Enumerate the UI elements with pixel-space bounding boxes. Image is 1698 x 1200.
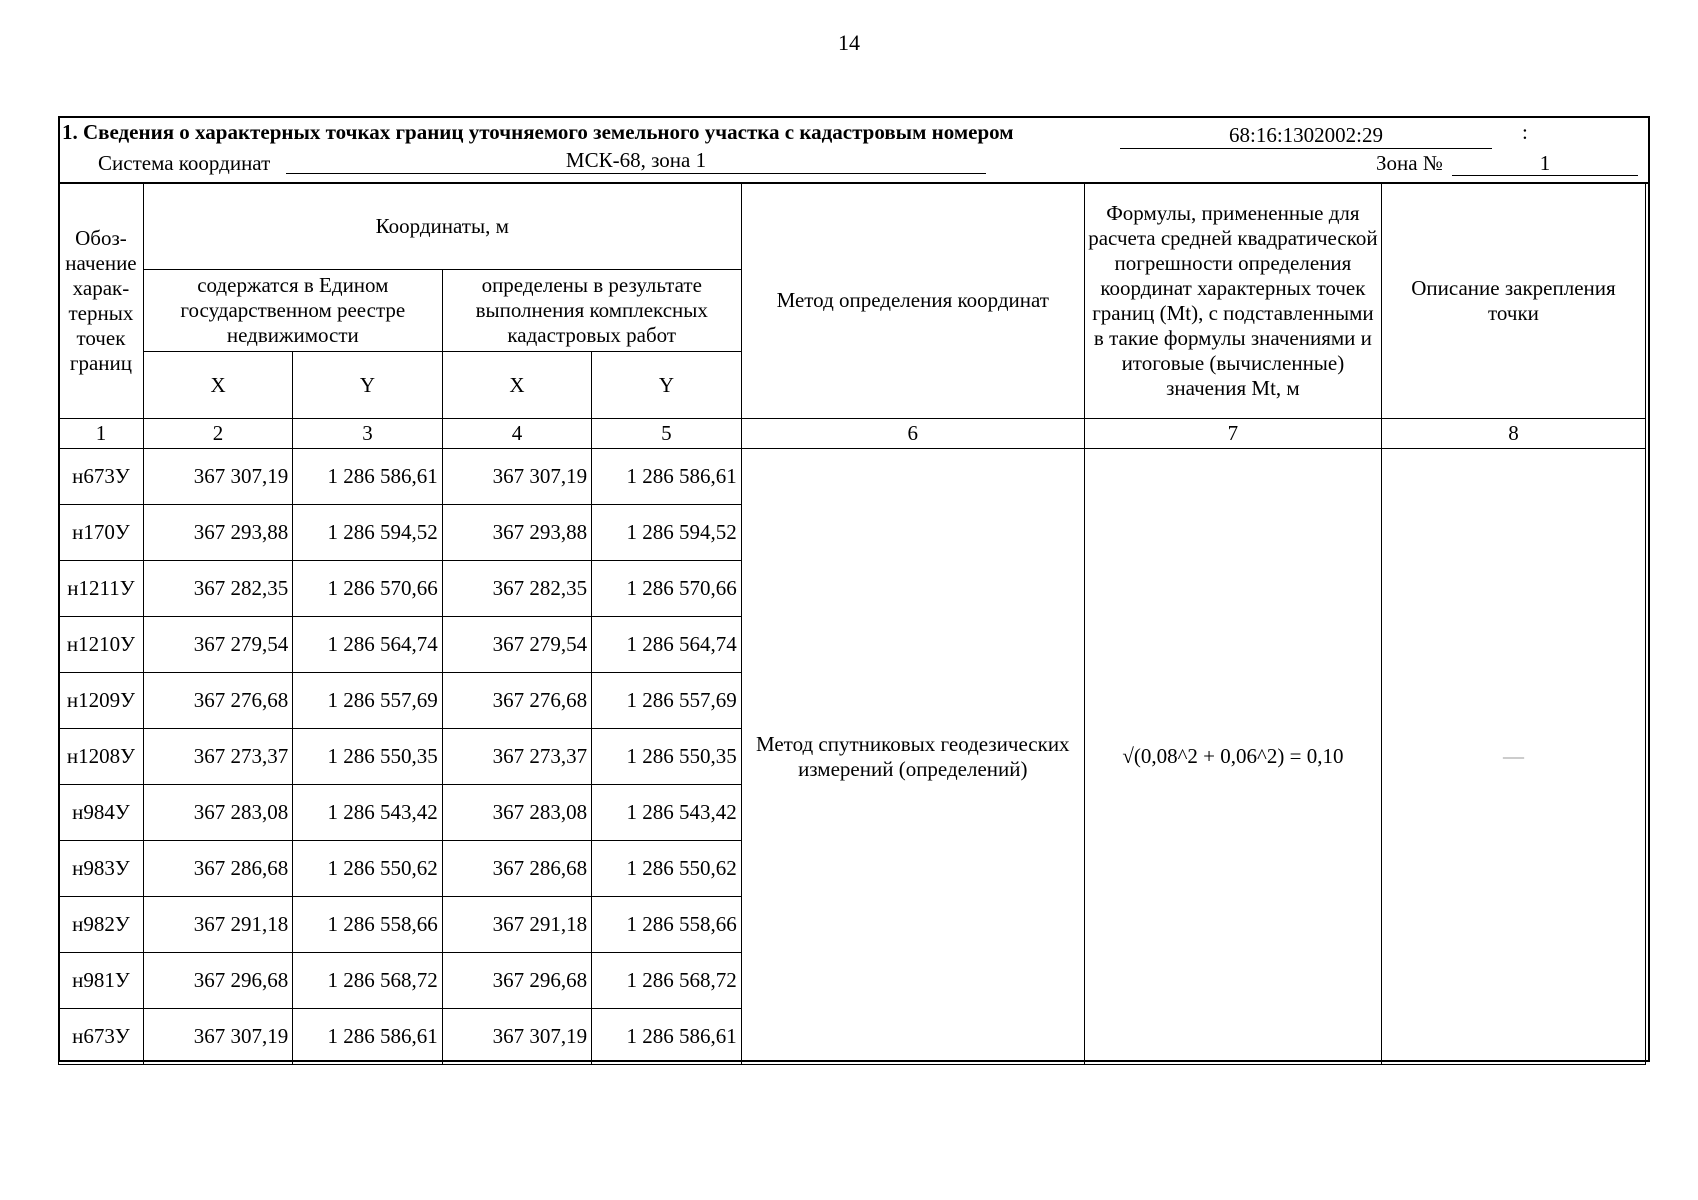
y-egrn-value: 1 286 543,42 — [293, 785, 443, 841]
zone-label: Зона № — [1376, 151, 1443, 175]
point-designation: н673У — [59, 1009, 144, 1065]
egrn-header: содержатся в Едином государственном реестре недвижимости — [143, 270, 442, 352]
method-value: Метод спутниковых геодезических измерений (определений) — [741, 449, 1084, 1065]
designation-header: Обоз- начение харак- терных точек границ — [59, 183, 144, 419]
point-designation: н981У — [59, 953, 144, 1009]
point-designation: н1209У — [59, 673, 144, 729]
point-designation: н1211У — [59, 561, 144, 617]
x-determined-value: 367 293,88 — [442, 505, 591, 561]
coordinates-header: Координаты, м — [143, 183, 741, 270]
column-number: 1 — [59, 419, 144, 449]
x-egrn-value: 367 307,19 — [143, 449, 292, 505]
x-determined-value: 367 307,19 — [442, 449, 591, 505]
method-header: Метод определения координат — [741, 183, 1084, 419]
point-designation: н170У — [59, 505, 144, 561]
page-number: 14 — [838, 30, 860, 55]
point-designation: н1210У — [59, 617, 144, 673]
y-egrn-value: 1 286 568,72 — [293, 953, 443, 1009]
x-egrn-value: 367 291,18 — [143, 897, 292, 953]
y-egrn-value: 1 286 594,52 — [293, 505, 443, 561]
x-egrn-value: 367 279,54 — [143, 617, 292, 673]
x-egrn-value: 367 296,68 — [143, 953, 292, 1009]
x-determined-header: X — [442, 352, 591, 419]
column-number: 2 — [143, 419, 292, 449]
formula-value: √(0,08^2 + 0,06^2) = 0,10 — [1084, 449, 1381, 1065]
zone-value: 1 — [1452, 151, 1638, 176]
y-determined-value: 1 286 543,42 — [592, 785, 742, 841]
x-determined-value: 367 282,35 — [442, 561, 591, 617]
y-determined-header: Y — [592, 352, 742, 419]
point-designation: н673У — [59, 449, 144, 505]
x-egrn-value: 367 282,35 — [143, 561, 292, 617]
point-designation: н1208У — [59, 729, 144, 785]
y-determined-value: 1 286 558,66 — [592, 897, 742, 953]
point-designation: н982У — [59, 897, 144, 953]
y-determined-value: 1 286 564,74 — [592, 617, 742, 673]
y-egrn-value: 1 286 550,35 — [293, 729, 443, 785]
x-determined-value: 367 291,18 — [442, 897, 591, 953]
column-number: 5 — [592, 419, 742, 449]
y-egrn-value: 1 286 586,61 — [293, 1009, 443, 1065]
y-determined-value: 1 286 550,35 — [592, 729, 742, 785]
x-egrn-value: 367 286,68 — [143, 841, 292, 897]
y-egrn-value: 1 286 570,66 — [293, 561, 443, 617]
determined-header: определены в результате выполнения комплексных кадастровых работ — [442, 270, 741, 352]
x-egrn-value: 367 293,88 — [143, 505, 292, 561]
points-table — [58, 182, 1646, 1065]
x-egrn-value: 367 273,37 — [143, 729, 292, 785]
y-determined-value: 1 286 550,62 — [592, 841, 742, 897]
table-row — [59, 449, 1646, 505]
y-egrn-value: 1 286 586,61 — [293, 449, 443, 505]
column-number: 8 — [1381, 419, 1645, 449]
y-egrn-value: 1 286 558,66 — [293, 897, 443, 953]
description-value: — — [1381, 449, 1645, 1065]
y-egrn-header: Y — [293, 352, 443, 419]
x-determined-value: 367 286,68 — [442, 841, 591, 897]
column-number-row — [59, 419, 1646, 449]
column-number: 6 — [741, 419, 1084, 449]
coord-system-value: МСК-68, зона 1 — [286, 148, 986, 174]
x-egrn-value: 367 307,19 — [143, 1009, 292, 1065]
x-determined-value: 367 307,19 — [442, 1009, 591, 1065]
point-designation: н983У — [59, 841, 144, 897]
x-determined-value: 367 279,54 — [442, 617, 591, 673]
column-number: 7 — [1084, 419, 1381, 449]
y-determined-value: 1 286 586,61 — [592, 449, 742, 505]
cadastral-number: 68:16:1302002:29 — [1120, 124, 1492, 149]
x-determined-value: 367 283,08 — [442, 785, 591, 841]
cadastral-table-frame — [58, 116, 1650, 1062]
x-determined-value: 367 276,68 — [442, 673, 591, 729]
column-number: 4 — [442, 419, 591, 449]
y-egrn-value: 1 286 550,62 — [293, 841, 443, 897]
y-determined-value: 1 286 586,61 — [592, 1009, 742, 1065]
y-determined-value: 1 286 594,52 — [592, 505, 742, 561]
x-egrn-value: 367 276,68 — [143, 673, 292, 729]
y-egrn-value: 1 286 557,69 — [293, 673, 443, 729]
coord-system-label: Система координат — [98, 151, 271, 175]
point-designation: н984У — [59, 785, 144, 841]
x-egrn-header: X — [143, 352, 292, 419]
section-header — [60, 118, 1648, 184]
y-determined-value: 1 286 568,72 — [592, 953, 742, 1009]
x-determined-value: 367 273,37 — [442, 729, 591, 785]
cadastral-colon: : — [1522, 120, 1528, 144]
column-number: 3 — [293, 419, 443, 449]
y-egrn-value: 1 286 564,74 — [293, 617, 443, 673]
x-egrn-value: 367 283,08 — [143, 785, 292, 841]
y-determined-value: 1 286 557,69 — [592, 673, 742, 729]
formula-header: Формулы, примененные для расчета средней квадратической погрешности определения координат характерных точек границ (Mt), с подставленными в такие формулы значениями и итоговые (вычисленные) значения Mt, м — [1084, 183, 1381, 419]
x-determined-value: 367 296,68 — [442, 953, 591, 1009]
description-header: Описание закрепления точки — [1381, 183, 1645, 419]
y-determined-value: 1 286 570,66 — [592, 561, 742, 617]
section-title: 1. Сведения о характерных точках границ уточняемого земельного участка с кадастровым номером — [62, 120, 1014, 144]
